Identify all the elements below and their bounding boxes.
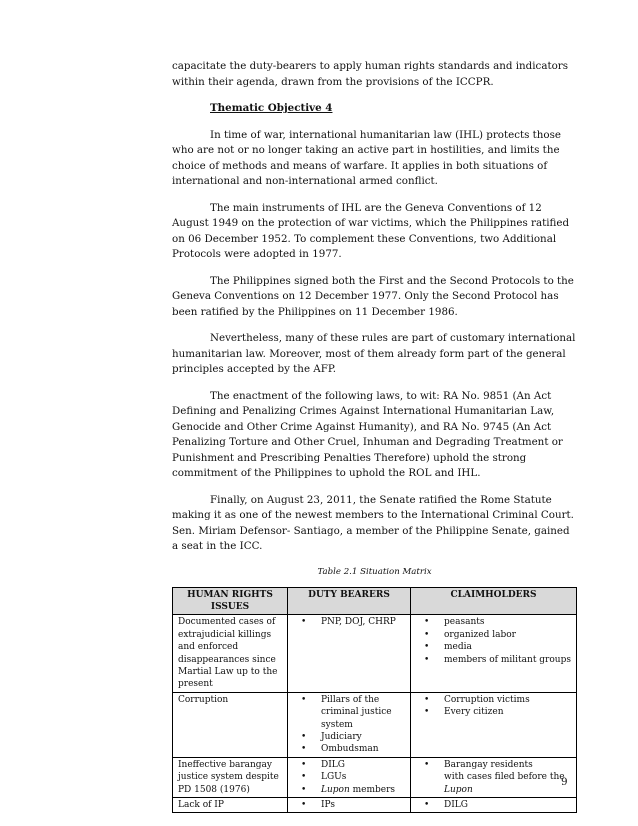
paragraph-5: The enactment of the following laws, to wit: RA No. 9851 (An Act Defining and Penalizing Crimes Against International Humanitarian Law, Genocide and Other Crime Against Humanity), and RA No. 9745 (An Act Penalizing Torture and Other Cruel, Inhuman and Degrading Treatment or Punishment and Prescribing Penalties Therefore) uphold the strong commitment of the Philippines to uphold the ROL and IHL. [172, 389, 563, 479]
header-duty-bearers: DUTY BEARERS [288, 587, 411, 615]
paragraph-4: Nevertheless, many of these rules are part of customary international humanitarian law. Moreover, most of them already form part of the general principles accepted by the AFP. [172, 332, 576, 375]
duty-cell [288, 692, 411, 757]
claim-continuation [416, 771, 571, 796]
list-item: • organized labor [416, 629, 571, 641]
list-item: • media [416, 641, 571, 653]
claim-cell [411, 757, 577, 797]
section-heading: Thematic Objective 4 [210, 102, 333, 114]
issue-cell: Corruption [173, 692, 288, 757]
duty-cell [288, 798, 411, 813]
list-item: • Pillars of the criminal justice system [293, 694, 405, 731]
list-item: • Ombudsman [293, 743, 405, 755]
list-item: • Judiciary [293, 731, 405, 743]
issue-cell: Ineffective barangay justice system despite PD 1508 (1976) [173, 757, 288, 797]
duty-cell [288, 757, 411, 797]
list-item: • DILG [416, 799, 571, 811]
claim-list [416, 759, 571, 771]
claim-list [416, 616, 571, 666]
table-caption: Table 2.1 Situation Matrix [317, 566, 432, 577]
table-row [173, 757, 577, 797]
issue-cell: Lack of IP [173, 798, 288, 813]
list-item: • DILG [293, 759, 405, 771]
table-row [173, 692, 577, 757]
paragraph-1: In time of war, international humanitarian law (IHL) protects those who are not or no longer taking an active part in hostilities, and limits the choice of methods and means of warfare. It applies in both situations of international and non-international armed conflict. [172, 128, 562, 187]
list-item: • Barangay residents [416, 759, 571, 771]
table-header-row [173, 587, 577, 615]
list-item: • Every citizen [416, 706, 571, 718]
list-item: • LGUs [293, 771, 405, 783]
duty-list [293, 616, 405, 628]
situation-matrix-table [172, 587, 577, 814]
claim-cell [411, 615, 577, 692]
list-item: • IPs [293, 799, 405, 811]
claim-cell [411, 798, 577, 813]
issue-cell: Documented cases of extrajudicial killings and enforced disappearances since Martial Law up to the present [173, 615, 288, 692]
list-item: • PNP, DOJ, CHRP [293, 616, 405, 628]
duty-list [293, 759, 405, 796]
duty-list [293, 694, 405, 756]
list-item [293, 784, 405, 796]
list-item: • Corruption victims [416, 694, 571, 706]
page-content [172, 59, 577, 813]
claim-list [416, 799, 571, 811]
claim-list [416, 694, 571, 719]
lupon-suffix: members [349, 784, 396, 795]
header-claimholders: CLAIMHOLDERS [411, 587, 577, 615]
paragraph-6: Finally, on August 23, 2011, the Senate ratified the Rome Statute making it as one of the newest members to the International Criminal Court. Sen. Miriam Defensor- Santiago, a member of the Philippine Senate, gained a seat in the ICC. [172, 493, 574, 552]
paragraph-3: The Philippines signed both the First and the Second Protocols to the Geneva Conventions on 12 December 1977. Only the Second Protocol has been ratified by the Philippines on 11 December 1986. [172, 274, 574, 318]
claim-continuation-text: with cases filed before the [444, 772, 565, 783]
header-human-rights-issues: HUMAN RIGHTS ISSUES [173, 587, 288, 615]
paragraph-0: capacitate the duty-bearers to apply human rights standards and indicators within their agenda, drawn from the provisions of the ICCPR. [172, 60, 568, 88]
duty-cell [288, 615, 411, 692]
lupon-term: Lupon [321, 784, 350, 795]
claim-cell [411, 692, 577, 757]
list-item: • peasants [416, 616, 571, 628]
list-item: • members of militant groups [416, 654, 571, 666]
duty-list [293, 799, 405, 811]
table-row [173, 615, 577, 692]
page-number: 9 [561, 776, 568, 788]
paragraph-2: The main instruments of IHL are the Geneva Conventions of 12 August 1949 on the protection of war victims, which the Philippines ratified on 06 December 1952. To complement these Conventions, two Additional Protocols were adopted in 1977. [172, 201, 570, 260]
table-row [173, 798, 577, 813]
lupon-term: Lupon [444, 784, 473, 795]
